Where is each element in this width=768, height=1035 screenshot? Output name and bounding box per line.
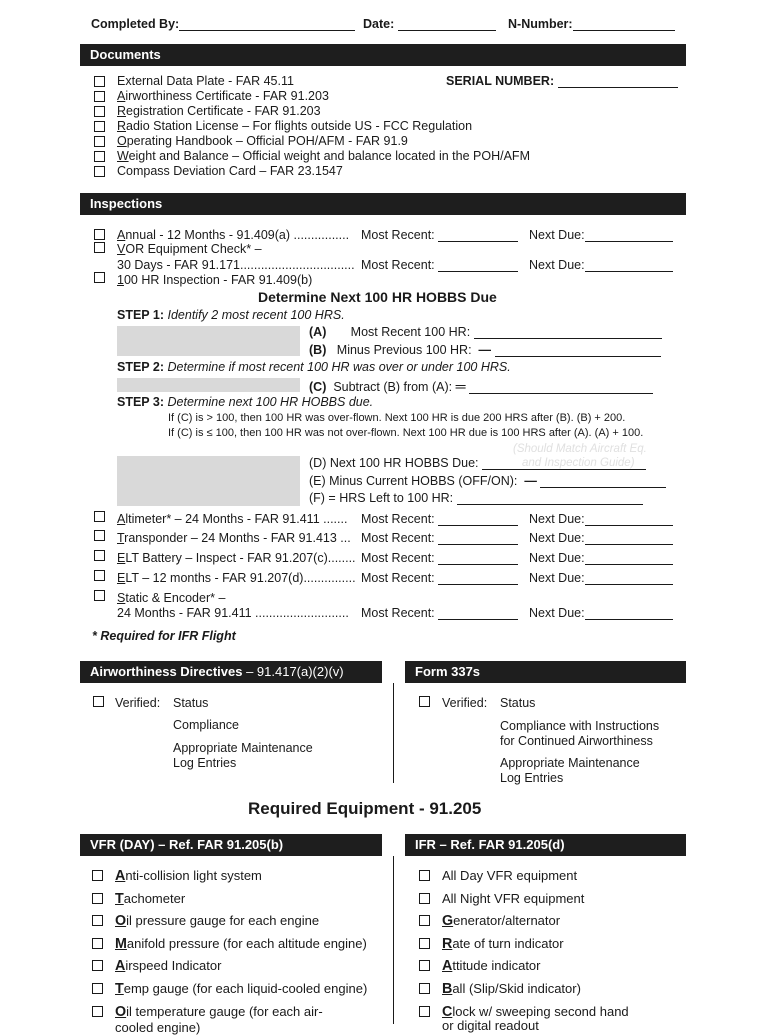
static-next-field[interactable] xyxy=(585,607,673,620)
vfr-item-continuation: cooled engine) xyxy=(115,1020,201,1035)
vfr-item-1-checkbox[interactable] xyxy=(92,893,103,904)
document-item-5-checkbox[interactable] xyxy=(94,151,105,162)
ifr-item-3-checkbox[interactable] xyxy=(419,938,430,949)
line-a: (A) Most Recent 100 HR: xyxy=(309,325,662,339)
form337-maint-line1: Appropriate Maintenance xyxy=(500,756,640,770)
elt-battery-next: Next Due: xyxy=(529,551,673,565)
document-item-6-checkbox[interactable] xyxy=(94,166,105,177)
static-checkbox[interactable] xyxy=(94,590,105,601)
vfr-header: VFR (DAY) – Ref. FAR 91.205(b) xyxy=(80,834,382,856)
ifr-item-1-label: All Night VFR equipment xyxy=(442,890,585,906)
document-item-0-label: External Data Plate - FAR 45.11 xyxy=(117,74,294,88)
elt-next-field[interactable] xyxy=(585,572,673,585)
vor-item-line2: 30 Days - FAR 91.171................................. xyxy=(117,258,355,272)
document-item-1-label: Airworthiness Certificate - FAR 91.203 xyxy=(117,89,329,103)
static-item: Static & Encoder* – xyxy=(117,591,226,605)
document-item-1-checkbox[interactable] xyxy=(94,91,105,102)
annual-item: Annual - 12 Months - 91.409(a) ................ xyxy=(117,228,350,242)
n-number-field[interactable] xyxy=(573,18,675,31)
vfr-item-5-checkbox[interactable] xyxy=(92,983,103,994)
completed-by-label: Completed By: xyxy=(91,17,355,31)
altimeter-checkbox[interactable] xyxy=(94,511,105,522)
annual-next: Next Due: xyxy=(529,228,673,242)
transponder-next-field[interactable] xyxy=(585,532,673,545)
elt-battery-next-field[interactable] xyxy=(585,552,673,565)
serial-number-field[interactable] xyxy=(558,75,678,88)
form337-comp-line2: for Continued Airworthiness xyxy=(500,734,653,748)
ad-maint-line1: Appropriate Maintenance xyxy=(173,741,313,755)
annual-recent: Most Recent: xyxy=(361,228,518,242)
ad-maint-line2: Log Entries xyxy=(173,756,237,770)
hr100-checkbox[interactable] xyxy=(94,272,105,283)
date-label: Date: xyxy=(363,17,496,31)
transponder-next: Next Due: xyxy=(529,531,673,545)
document-item-4-label: Operating Handbook – Official POH/AFM - FAR 91.9 xyxy=(117,134,408,148)
elt-checkbox[interactable] xyxy=(94,570,105,581)
altimeter-recent: Most Recent: xyxy=(361,512,518,526)
vor-recent: Most Recent: xyxy=(361,258,518,272)
ad-verified-checkbox[interactable] xyxy=(93,696,104,707)
document-item-4-checkbox[interactable] xyxy=(94,136,105,147)
vor-recent-field[interactable] xyxy=(438,259,518,272)
line-c-field[interactable] xyxy=(469,381,653,394)
form337-status: Status xyxy=(500,696,536,710)
completed-by-field[interactable] xyxy=(179,18,355,31)
line-e-field[interactable] xyxy=(540,475,666,488)
ifr-item-4-checkbox[interactable] xyxy=(419,960,430,971)
ifr-header: IFR – Ref. FAR 91.205(d) xyxy=(405,834,686,856)
vfr-item-2-checkbox[interactable] xyxy=(92,915,103,926)
n-number-label: N-Number: xyxy=(508,17,675,31)
ifr-item-1-checkbox[interactable] xyxy=(419,893,430,904)
hobbs-title: Determine Next 100 HR HOBBS Due xyxy=(258,289,497,305)
ad-verified-label: Verified: xyxy=(115,696,161,710)
line-b: (B) Minus Previous 100 HR: — xyxy=(309,343,661,357)
section-divider xyxy=(393,683,394,783)
date-field[interactable] xyxy=(398,18,496,31)
document-item-5-label: Weight and Balance – Official weight and balance located in the POH/AFM xyxy=(117,149,530,163)
step3: STEP 3: Determine next 100 HR HOBBS due. xyxy=(117,395,374,409)
ifr-item-4-label: Attitude indicator xyxy=(442,958,541,975)
line-d: (D) Next 100 HR HOBBS Due: xyxy=(309,456,646,470)
step3-shaded-box xyxy=(117,456,300,506)
transponder-item: Transponder – 24 Months - FAR 91.413 ... xyxy=(117,531,351,545)
vfr-item-2-label: Oil pressure gauge for each engine xyxy=(115,913,320,930)
line-a-field[interactable] xyxy=(474,326,662,339)
transponder-recent: Most Recent: xyxy=(361,531,518,545)
vfr-item-3-label: Manifold pressure (for each altitude engine) xyxy=(115,935,367,952)
elt-battery-checkbox[interactable] xyxy=(94,550,105,561)
vor-next: Next Due: xyxy=(529,258,673,272)
annual-checkbox[interactable] xyxy=(94,229,105,240)
vfr-item-4-checkbox[interactable] xyxy=(92,960,103,971)
hr100-item: 100 HR Inspection - FAR 91.409(b) xyxy=(117,273,313,287)
ifr-item-0-label: All Day VFR equipment xyxy=(442,868,578,883)
vfr-item-6-checkbox[interactable] xyxy=(92,1006,103,1017)
document-item-2-checkbox[interactable] xyxy=(94,106,105,117)
rule2: If (C) is ≤ 100, then 100 HR was not over-flown. Next 100 HR due is 100 HRS after (A). (A) + 100. xyxy=(168,427,644,439)
vor-next-field[interactable] xyxy=(585,259,673,272)
ifr-item-3-label: Rate of turn indicator xyxy=(442,935,564,952)
annual-next-field[interactable] xyxy=(585,229,673,242)
required-equipment-title: Required Equipment - 91.205 xyxy=(248,799,482,818)
transponder-recent-field[interactable] xyxy=(438,532,518,545)
ifr-item-2-label: Generator/alternator xyxy=(442,913,561,930)
inspections-header: Inspections xyxy=(80,193,686,215)
form337-verified-label: Verified: xyxy=(442,696,488,710)
ifr-item-5-checkbox[interactable] xyxy=(419,983,430,994)
vor-item: VOR Equipment Check* – xyxy=(117,242,262,256)
altimeter-item: Altimeter* – 24 Months - FAR 91.411 ....... xyxy=(117,512,348,526)
ad-status: Status xyxy=(173,696,209,710)
ad-compliance: Compliance xyxy=(173,718,240,732)
vfr-item-3-checkbox[interactable] xyxy=(92,938,103,949)
ifr-item-0-checkbox[interactable] xyxy=(419,870,430,881)
document-item-0-checkbox[interactable] xyxy=(94,76,105,87)
document-item-3-label: Radio Station License – For flights outside US - FCC Regulation xyxy=(117,119,473,133)
document-item-2-label: Registration Certificate - FAR 91.203 xyxy=(117,104,321,118)
vor-checkbox[interactable] xyxy=(94,242,105,253)
form337-maint-line2: Log Entries xyxy=(500,771,564,785)
static-recent: Most Recent: xyxy=(361,606,518,620)
serial-number-label: SERIAL NUMBER: xyxy=(446,74,678,88)
altimeter-next-field[interactable] xyxy=(585,513,673,526)
vfr-item-5-label: Temp gauge (for each liquid-cooled engine) xyxy=(115,981,368,997)
vfr-item-1-label: Tachometer xyxy=(115,890,186,907)
ifr-item-5-label: Ball (Slip/Skid indicator) xyxy=(442,981,581,997)
line-d-field[interactable] xyxy=(482,457,646,470)
step2: STEP 2: Determine if most recent 100 HR was over or under 100 HRS. xyxy=(117,360,511,374)
line-b-field[interactable] xyxy=(495,344,661,357)
static-recent-field[interactable] xyxy=(438,607,518,620)
altimeter-recent-field[interactable] xyxy=(438,513,518,526)
elt-battery-recent: Most Recent: xyxy=(361,551,518,565)
ghost-note-line2: and Inspection Guide) xyxy=(522,457,635,469)
line-e: (E) Minus Current HOBBS (OFF/ON): — xyxy=(309,474,666,488)
ifr-item-continuation: or digital readout xyxy=(442,1018,539,1033)
ifr-footnote: * Required for IFR Flight xyxy=(92,629,236,643)
altimeter-next: Next Due: xyxy=(529,512,673,526)
document-item-6-label: Compass Deviation Card – FAR 23.1547 xyxy=(117,164,343,178)
elt-item: ELT – 12 months - FAR 91.207(d)............... xyxy=(117,571,356,585)
line-f: (F) = HRS Left to 100 HR: xyxy=(309,491,643,505)
annual-recent-field[interactable] xyxy=(438,229,518,242)
ad-header: Airworthiness Directives – 91.417(a)(2)(v) xyxy=(80,661,382,683)
transponder-checkbox[interactable] xyxy=(94,530,105,541)
step1: STEP 1: Identify 2 most recent 100 HRS. xyxy=(117,308,345,322)
ifr-item-6-label: Clock w/ sweeping second hand xyxy=(442,1003,629,1020)
document-item-3-checkbox[interactable] xyxy=(94,121,105,132)
vfr-item-0-checkbox[interactable] xyxy=(92,870,103,881)
vfr-item-0-label: Anti-collision light system xyxy=(115,868,262,884)
ghost-note-line1: (Should Match Aircraft Eq. xyxy=(513,443,647,455)
documents-header: Documents xyxy=(80,44,686,66)
elt-battery-item: ELT Battery – Inspect - FAR 91.207(c)........ xyxy=(117,551,356,565)
elt-recent: Most Recent: xyxy=(361,571,518,585)
vfr-item-4-label: Airspeed Indicator xyxy=(115,958,222,975)
ifr-item-2-checkbox[interactable] xyxy=(419,915,430,926)
form337-verified-checkbox[interactable] xyxy=(419,696,430,707)
line-f-field[interactable] xyxy=(457,492,643,505)
elt-next: Next Due: xyxy=(529,571,673,585)
form337-comp-line1: Compliance with Instructions xyxy=(500,719,660,733)
static-next: Next Due: xyxy=(529,606,673,620)
static-item-line2: 24 Months - FAR 91.411 ........................... xyxy=(117,606,349,620)
equipment-divider xyxy=(393,856,394,1024)
ifr-item-6-checkbox[interactable] xyxy=(419,1006,430,1017)
rule1: If (C) is > 100, then 100 HR was over-flown. Next 100 HR is due 200 HRS after (B). (B) + 200. xyxy=(168,412,626,424)
elt-recent-field[interactable] xyxy=(438,572,518,585)
vfr-item-6-label: Oil temperature gauge (for each air- xyxy=(115,1003,323,1020)
line-c: (C) Subtract (B) from (A): ═ xyxy=(309,378,653,394)
elt-battery-recent-field[interactable] xyxy=(438,552,518,565)
step2-shaded-box xyxy=(117,378,300,392)
step1-shaded-box xyxy=(117,326,300,356)
form337-header: Form 337s xyxy=(405,661,686,683)
